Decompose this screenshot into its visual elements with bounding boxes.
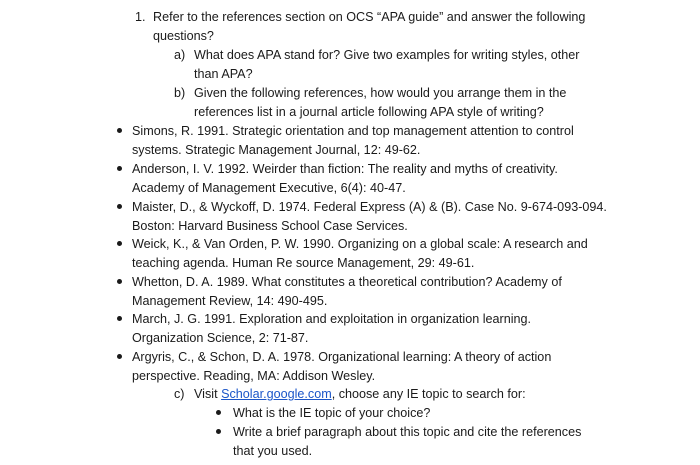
bullet-dot-icon — [216, 429, 221, 434]
reference-line: March, J. G. 1991. Exploration and exploitation in organization learning. — [132, 312, 532, 326]
bullet-dot-icon — [117, 279, 122, 284]
reference-line: Anderson, I. V. 1992. Weirder than fiction: The reality and myths of creativity. — [132, 162, 558, 176]
subitem-line: Write a brief paragraph about this topic and cite the references — [233, 425, 582, 439]
part-a-line-1: What does APA stand for? Give two examples for writing styles, other — [194, 48, 580, 62]
reference-line: Simons, R. 1991. Strategic orientation and top management attention to control — [132, 124, 574, 138]
part-b-label: b) — [174, 86, 186, 100]
reference-line: Weick, K., & Van Orden, P. W. 1990. Organizing on a global scale: A research and — [132, 237, 588, 251]
part-a-label: a) — [174, 48, 186, 62]
reference-line: Maister, D., & Wyckoff, D. 1974. Federal Express (A) & (B). Case No. 9-674-093-094. — [132, 200, 607, 214]
part-c-prefix: Visit — [194, 387, 222, 401]
reference-line: Boston: Harvard Business School Case Services. — [132, 219, 408, 233]
reference-line: Organization Science, 2: 71-87. — [132, 331, 309, 345]
part-b-line-2: references list in a journal article following APA style of writing? — [194, 105, 544, 119]
reference-line: systems. Strategic Management Journal, 12: 49-62. — [132, 143, 421, 157]
bullet-dot-icon — [117, 204, 122, 209]
reference-line: teaching agenda. Human Re source Management, 29: 49-61. — [132, 256, 475, 270]
bullet-dot-icon — [117, 354, 122, 359]
bullet-dot-icon — [117, 128, 122, 133]
bullet-dot-icon — [117, 241, 122, 246]
subitem-line: What is the IE topic of your choice? — [233, 406, 431, 420]
question-text-line-2: questions? — [153, 29, 214, 43]
part-a-line-2: than APA? — [194, 67, 253, 81]
part-c-suffix: , choose any IE topic to search for: — [331, 387, 526, 401]
bullet-dot-icon — [117, 316, 122, 321]
reference-line: perspective. Reading, MA: Addison Wesley. — [132, 369, 376, 383]
bullet-dot-icon — [117, 166, 122, 171]
part-c-label: c) — [174, 387, 185, 401]
question-text-line-1: Refer to the references section on OCS “APA guide” and answer the following — [153, 10, 586, 24]
part-b-line-1: Given the following references, how would you arrange them in the — [194, 86, 567, 100]
reference-line: Argyris, C., & Schon, D. A. 1978. Organizational learning: A theory of action — [132, 350, 552, 364]
reference-line: Management Review, 14: 490-495. — [132, 294, 328, 308]
reference-line: Academy of Management Executive, 6(4): 40-47. — [132, 181, 406, 195]
part-c-line — [194, 385, 526, 403]
bullet-dot-icon — [216, 410, 221, 415]
reference-line: Whetton, D. A. 1989. What constitutes a theoretical contribution? Academy of — [132, 275, 562, 289]
subitem-line: that you used. — [233, 444, 313, 458]
scholar-google-link[interactable]: Scholar.google.com — [221, 387, 332, 401]
question-number: 1. — [135, 10, 146, 24]
